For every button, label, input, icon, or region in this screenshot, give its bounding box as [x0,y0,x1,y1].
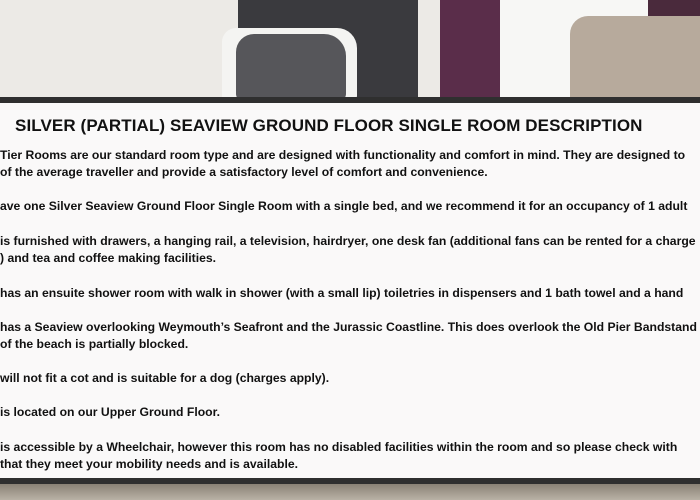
carpet-floor [0,484,700,500]
text-line: has a Seaview overlooking Weymouth’s Seafront and the Jurassic Coastline. This does overlook the Old Pier Bandstand [0,320,697,334]
paragraph-seaview [0,319,697,353]
text-line: is furnished with drawers, a hanging rail, a television, hairdryer, one desk fan (additional fans can be rented for a charge [0,234,696,248]
paragraph-accessibility [0,439,677,473]
text-line: of the average traveller and provide a satisfactory level of comfort and convenience. [0,165,488,179]
text-line: of the beach is partially blocked. [0,337,189,351]
page-title: SILVER (PARTIAL) SEAVIEW GROUND FLOOR SINGLE ROOM DESCRIPTION [15,116,643,135]
paragraph-cot-dog [0,370,329,387]
paragraph-ensuite [0,285,683,302]
paragraph-occupancy [0,198,687,215]
armchair [570,16,700,100]
paragraph-standard-rooms [0,147,685,181]
paragraph-furnishings [0,233,696,267]
paragraph-location [0,404,220,421]
text-line: has an ensuite shower room with walk in shower (with a small lip) toiletries in dispensers and 1 bath towel and a hand [0,286,684,300]
text-line: ave one Silver Seaview Ground Floor Single Room with a single bed, and we recommend it for an occupancy of 1 adult [0,199,688,213]
curtain [440,0,500,100]
text-line: is located on our Upper Ground Floor. [0,405,221,419]
text-line: Tier Rooms are our standard room type and are designed with functionality and comfort in mind. They are designed to [0,148,686,162]
text-line: will not fit a cot and is suitable for a dog (charges apply). [0,371,330,385]
grey-cushion [236,34,346,100]
text-line: is accessible by a Wheelchair, however this room has no disabled facilities within the room and so please check with [0,440,678,454]
text-line: ) and tea and coffee making facilities. [0,251,217,265]
text-line: that they meet your mobility needs and is available. [0,457,299,471]
